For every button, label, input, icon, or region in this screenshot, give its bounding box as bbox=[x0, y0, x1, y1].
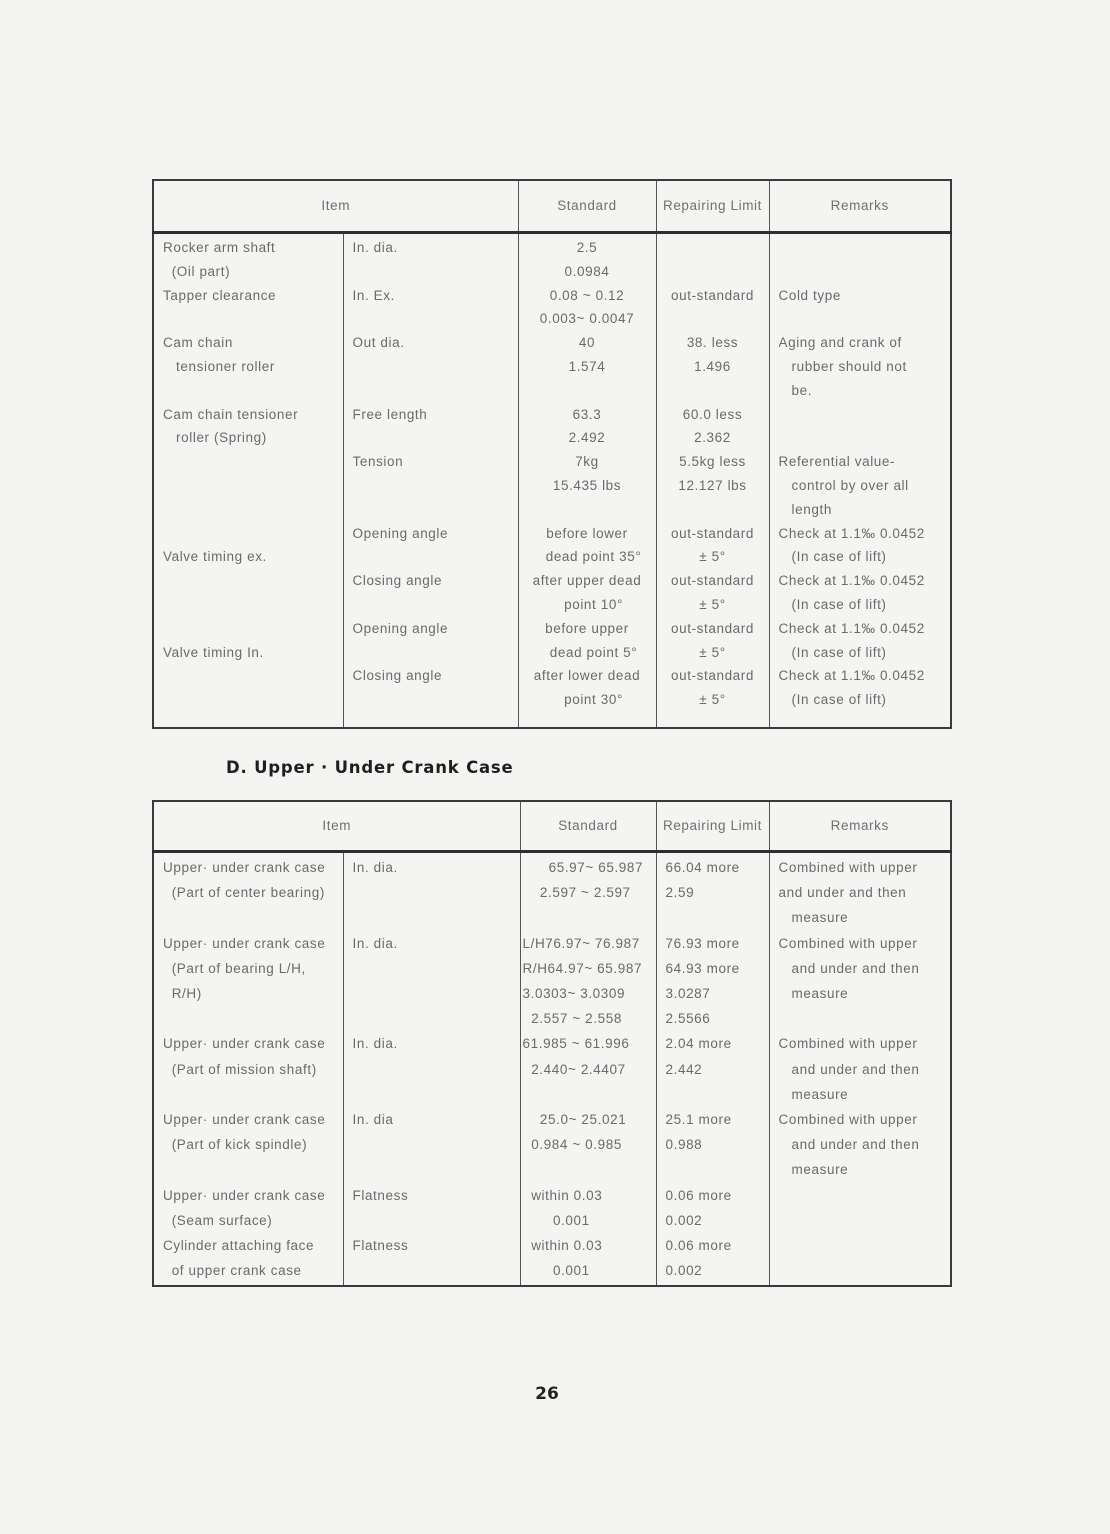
header-item: Item bbox=[153, 180, 518, 233]
spec-table-valve-train bbox=[152, 179, 952, 729]
table-header-row bbox=[153, 180, 951, 233]
header-repairing-limit: Repairing Limit bbox=[656, 801, 769, 852]
header-standard: Standard bbox=[518, 180, 656, 233]
page-number: 26 bbox=[535, 1384, 559, 1404]
item-cell: Upper· under crank case (Part of center bearing) Upper· under crank case (Part of bearing L/H, R/H) Upper· under crank case (Part of mission shaft) Upper· under crank case (Part of kick spindle) Upper· under crank case (Seam surface) Cylinder attaching face of upper crank case bbox=[163, 860, 326, 1279]
section-heading: D. Upper · Under Crank Case bbox=[226, 758, 514, 777]
header-item: Item bbox=[153, 801, 520, 852]
item-cell: Rocker arm shaft (Oil part) Tapper clearance Cam chain tensioner roller Cam chain tensioner roller (Spring) Valve timing ex. Valve timing In. bbox=[163, 240, 299, 660]
spec-table-crank-case bbox=[152, 800, 952, 1287]
table-row bbox=[153, 852, 951, 1287]
header-remarks: Remarks bbox=[769, 801, 951, 852]
sub-item-cell: In. dia. In. Ex. Out dia. Free length Tension Opening angle Closing angle Opening angle Closing angle bbox=[343, 233, 518, 729]
repairing-limit-cell: 66.04 more 2.59 76.93 more 64.93 more 3.0287 2.5566 2.04 more 2.442 25.1 more 0.988 0.06 more 0.002 0.06 more 0.002 bbox=[656, 852, 769, 1287]
standard-cell: 2.5 0.0984 0.08 ~ 0.12 0.003~ 0.0047 40 1.574 63.3 2.492 7kg 15.435 lbs before lower dead point 35° after upper dead point 10° before upper dead point 5° after lower dead point 30° bbox=[518, 233, 656, 729]
header-remarks: Remarks bbox=[769, 180, 951, 233]
header-standard: Standard bbox=[520, 801, 656, 852]
table-header-row bbox=[153, 801, 951, 852]
table-row bbox=[153, 233, 951, 729]
standard-cell: 65.97~ 65.987 2.597 ~ 2.597 L/H76.97~ 76.987 R/H64.97~ 65.987 3.0303~ 3.0309 2.557 ~ 2.558 61.985 ~ 61.996 2.440~ 2.4407 25.0~ 25.021 0.984 ~ 0.985 within 0.03 0.001 within 0.03 0.001 bbox=[520, 852, 656, 1287]
sub-item-cell: In. dia. In. dia. In. dia. In. dia Flatness Flatness bbox=[343, 852, 520, 1287]
remarks-cell: Cold type Aging and crank of rubber should not be. Referential value- control by over all length Check at 1.1‰ 0.0452 (In case of lift) Check at 1.1‰ 0.0452 (In case of lift) Check at 1.1‰ 0.0452 (In case of lift) Check at 1.1‰ 0.0452 (In case of lift) bbox=[769, 233, 951, 729]
header-repairing-limit: Repairing Limit bbox=[656, 180, 769, 233]
repairing-limit-cell: out-standard 38. less 1.496 60.0 less 2.362 5.5kg less 12.127 lbs out-standard ± 5° out-standard ± 5° out-standard ± 5° out-standard ± 5° bbox=[656, 233, 769, 729]
remarks-cell: Combined with upper and under and then measure Combined with upper and under and then measure Combined with upper and under and then measure Combined with upper and under and then measure bbox=[769, 852, 951, 1287]
